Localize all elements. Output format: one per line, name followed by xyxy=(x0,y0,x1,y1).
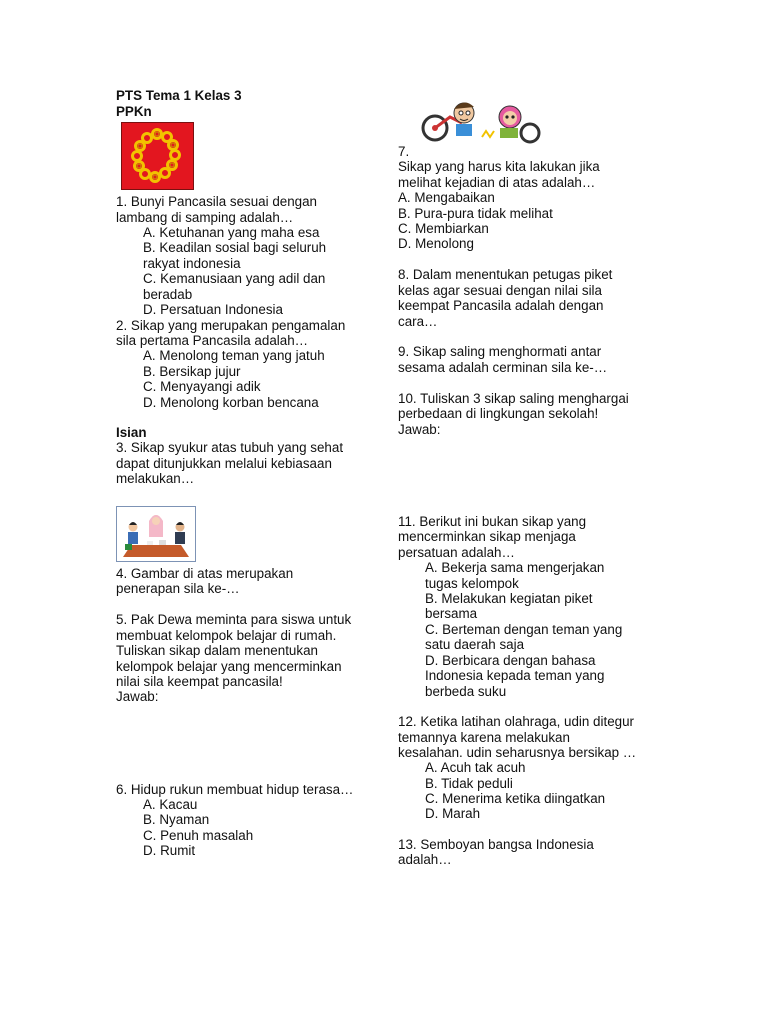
q7-text: Sikap yang harus kita lakukan jika xyxy=(398,159,600,174)
q2-option-c: C. Menyayangi adik xyxy=(143,379,261,394)
q1-text: lambang di samping adalah… xyxy=(116,210,294,225)
q1-option-c: beradab xyxy=(143,287,193,302)
q4-text: penerapan sila ke-… xyxy=(116,581,240,596)
q3-text: dapat ditunjukkan melalui kebiasaan xyxy=(116,456,332,471)
q5-text: Tuliskan sikap dalam menentukan xyxy=(116,643,318,658)
q11-text: persatuan adalah… xyxy=(398,545,515,560)
q11-option-a: tugas kelompok xyxy=(425,576,519,591)
page-title: PTS Tema 1 Kelas 3 xyxy=(116,88,242,103)
q1-option-b: rakyat indonesia xyxy=(143,256,241,271)
q8-text: keempat Pancasila adalah dengan xyxy=(398,298,604,313)
bike-accident-graphic xyxy=(418,97,542,145)
q1-option-b: B. Keadilan sosial bagi seluruh xyxy=(143,240,327,255)
q6-option-b: B. Nyaman xyxy=(143,812,210,827)
q8-text: 8. Dalam menentukan petugas piket xyxy=(398,267,613,282)
q11-option-d: berbeda suku xyxy=(425,684,507,699)
q12-option-d: D. Marah xyxy=(425,806,481,821)
q11-option-a: A. Bekerja sama mengerjakan xyxy=(425,560,605,575)
q3-text: 3. Sikap syukur atas tubuh yang sehat xyxy=(116,440,344,455)
q7-option-a: A. Mengabaikan xyxy=(398,190,495,205)
q5-text: membuat kelompok belajar di rumah. xyxy=(116,628,337,643)
q11-option-b: B. Melakukan kegiatan piket xyxy=(425,591,593,606)
q8-text: cara… xyxy=(398,314,438,329)
q12-text: temannya karena melakukan xyxy=(398,730,570,745)
q1-option-a: A. Ketuhanan yang maha esa xyxy=(143,225,320,240)
q6-option-c: C. Penuh masalah xyxy=(143,828,254,843)
q7-text: melihat kejadian di atas adalah… xyxy=(398,175,596,190)
q2-option-d: D. Menolong korban bencana xyxy=(143,395,319,410)
q12-text: kesalahan. udin seharusnya bersikap … xyxy=(398,745,637,760)
q11-option-c: satu daerah saja xyxy=(425,637,525,652)
q6-option-d: D. Rumit xyxy=(143,843,196,858)
q7-option-c: C. Membiarkan xyxy=(398,221,489,236)
q11-text: 11. Berikut ini bukan sikap yang xyxy=(398,514,587,529)
q11-option-c: C. Berteman dengan teman yang xyxy=(425,622,623,637)
q9-text: sesama adalah cerminan sila ke-… xyxy=(398,360,608,375)
page-subtitle: PPKn xyxy=(116,104,152,119)
chain-symbol-icon xyxy=(121,122,194,190)
q2-text: sila pertama Pancasila adalah… xyxy=(116,333,309,348)
q5-text: 5. Pak Dewa meminta para siswa untuk xyxy=(116,612,352,627)
q7-option-b: B. Pura-pura tidak melihat xyxy=(398,206,553,221)
q11-option-d: Indonesia kepada teman yang xyxy=(425,668,605,683)
q1-option-c: C. Kemanusiaan yang adil dan xyxy=(143,271,326,286)
q12-option-a: A. Acuh tak acuh xyxy=(425,760,526,775)
q3-text: melakukan… xyxy=(116,471,195,486)
q2-text: 2. Sikap yang merupakan pengamalan xyxy=(116,318,346,333)
q8-text: kelas agar sesuai dengan nilai sila xyxy=(398,283,602,298)
q2-option-b: B. Bersikap jujur xyxy=(143,364,241,379)
q12-option-c: C. Menerima ketika diingatkan xyxy=(425,791,606,806)
q1-option-d: D. Persatuan Indonesia xyxy=(143,302,283,317)
q11-option-b: bersama xyxy=(425,606,478,621)
q10-text: 10. Tuliskan 3 sikap saling menghargai xyxy=(398,391,629,406)
q5-text: kelompok belajar yang mencerminkan xyxy=(116,659,342,674)
q11-option-d: D. Berbicara dengan bahasa xyxy=(425,653,596,668)
q5-answer-label: Jawab: xyxy=(116,689,159,704)
chain-symbol-graphic xyxy=(122,123,193,189)
q7-number: 7. xyxy=(398,144,410,159)
q12-text: 12. Ketika latihan olahraga, udin ditegur xyxy=(398,714,634,729)
q11-text: mencerminkan sikap menjaga xyxy=(398,529,576,544)
q13-text: 13. Semboyan bangsa Indonesia xyxy=(398,837,594,852)
q10-answer-label: Jawab: xyxy=(398,422,441,437)
q6-option-a: A. Kacau xyxy=(143,797,198,812)
q12-option-b: B. Tidak peduli xyxy=(425,776,513,791)
q6-text: 6. Hidup rukun membuat hidup terasa… xyxy=(116,782,354,797)
q9-text: 9. Sikap saling menghormati antar xyxy=(398,344,602,359)
section-label-isian: Isian xyxy=(116,425,147,440)
q5-text: nilai sila keempat pancasila! xyxy=(116,674,283,689)
q10-text: perbedaan di lingkungan sekolah! xyxy=(398,406,599,421)
q7-option-d: D. Menolong xyxy=(398,236,474,251)
study-group-illustration xyxy=(116,506,196,562)
q2-option-a: A. Menolong teman yang jatuh xyxy=(143,348,325,363)
q13-text: adalah… xyxy=(398,852,452,867)
q1-text: 1. Bunyi Pancasila sesuai dengan xyxy=(116,194,317,209)
bike-accident-illustration xyxy=(418,97,542,145)
q4-text: 4. Gambar di atas merupakan xyxy=(116,566,294,581)
study-group-graphic xyxy=(117,507,195,561)
